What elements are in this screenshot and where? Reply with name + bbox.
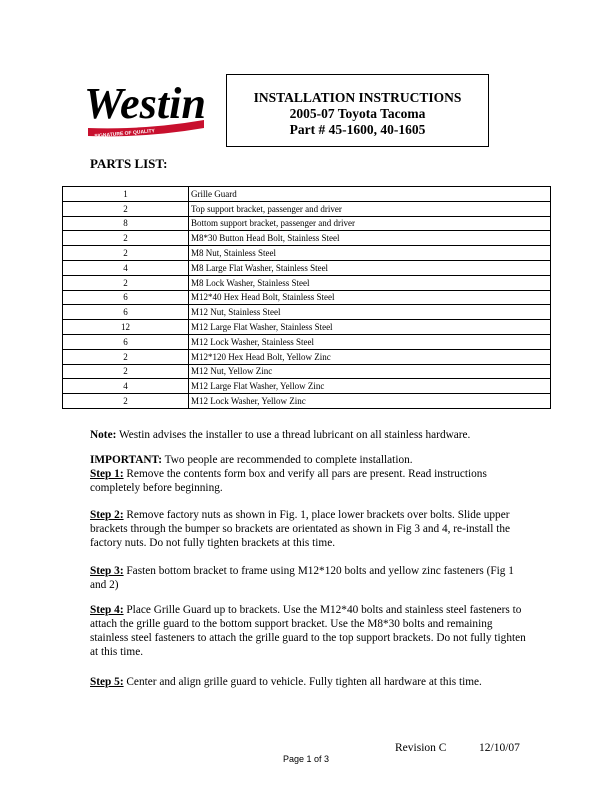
table-row: [63, 320, 551, 335]
page-number: Page 1 of 3: [282, 754, 330, 764]
part-description: M12 Nut, Yellow Zinc: [189, 364, 551, 379]
part-quantity: 6: [63, 290, 189, 305]
table-row: [63, 275, 551, 290]
part-quantity: 2: [63, 394, 189, 409]
table-row: [63, 246, 551, 261]
table-row: [63, 231, 551, 246]
table-row: [63, 379, 551, 394]
part-description: M12*120 Hex Head Bolt, Yellow Zinc: [189, 349, 551, 364]
part-description: Grille Guard: [189, 187, 551, 202]
part-description: M8 Large Flat Washer, Stainless Steel: [189, 260, 551, 275]
title-vehicle: 2005-07 Toyota Tacoma: [289, 106, 426, 121]
part-description: M8 Lock Washer, Stainless Steel: [189, 275, 551, 290]
westin-logo: [82, 70, 210, 142]
part-description: M12*40 Hex Head Bolt, Stainless Steel: [189, 290, 551, 305]
table-row: [63, 349, 551, 364]
part-description: M8 Nut, Stainless Steel: [189, 246, 551, 261]
step-5-text: Center and align grille guard to vehicle. Fully tighten all hardware at this time.: [123, 676, 482, 688]
part-quantity: 2: [63, 349, 189, 364]
step-3-label: Step 3:: [90, 565, 124, 577]
part-quantity: 6: [63, 305, 189, 320]
parts-table: [62, 186, 551, 409]
table-row: [63, 334, 551, 349]
part-description: M12 Large Flat Washer, Stainless Steel: [189, 320, 551, 335]
logo-tagline: SIGNATURE OF QUALITY: [94, 128, 156, 140]
table-row: [63, 187, 551, 202]
step-5-label: Step 5:: [90, 676, 124, 688]
important-paragraph: [90, 453, 530, 467]
revision: Revision C: [395, 742, 447, 754]
part-quantity: 8: [63, 216, 189, 231]
step-3: [90, 564, 530, 592]
step-1: [90, 467, 530, 495]
part-quantity: 6: [63, 334, 189, 349]
part-quantity: 2: [63, 364, 189, 379]
step-1-label: Step 1:: [90, 468, 124, 480]
important-text: Two people are recommended to complete installation.: [161, 454, 413, 466]
part-quantity: 4: [63, 260, 189, 275]
part-quantity: 2: [63, 275, 189, 290]
table-row: [63, 201, 551, 216]
part-quantity: 12: [63, 320, 189, 335]
note-paragraph: [90, 428, 530, 442]
part-description: Bottom support bracket, passenger and driver: [189, 216, 551, 231]
step-5: [90, 675, 530, 689]
part-description: M12 Lock Washer, Stainless Steel: [189, 334, 551, 349]
step-4-text: Place Grille Guard up to brackets. Use the M12*40 bolts and stainless steel fasteners to attach the grille guard to the bottom support bracket. Use the M8*30 bolts and remaining stainless steel fasteners to attach the grille guard to the top support brackets. Do not fully tighten at this time.: [90, 604, 526, 658]
part-quantity: 2: [63, 246, 189, 261]
title-part-number: Part # 45-1600, 40-1605: [289, 122, 426, 137]
parts-list-heading: PARTS LIST:: [90, 156, 168, 171]
step-1-text: Remove the contents form box and verify all pars are present. Read instructions completely before beginning.: [90, 468, 487, 494]
part-quantity: 4: [63, 379, 189, 394]
title-box: [226, 74, 489, 147]
step-3-text: Fasten bottom bracket to frame using M12*120 bolts and yellow zinc fasteners (Fig 1 and 2): [90, 565, 514, 591]
table-row: [63, 260, 551, 275]
step-2-text: Remove factory nuts as shown in Fig. 1, place lower brackets over bolts. Slide upper brackets through the bumper so brackets are orientated as shown in Fig 3 and 4, re-install the factory nuts. Do not fully tighten brackets at this time.: [90, 509, 511, 549]
note-text: Westin advises the installer to use a thread lubricant on all stainless hardware.: [116, 429, 471, 441]
logo-wordmark: Westin: [84, 79, 206, 128]
step-2-label: Step 2:: [90, 509, 124, 521]
step-2: [90, 508, 530, 550]
table-row: [63, 394, 551, 409]
table-row: [63, 290, 551, 305]
important-label: IMPORTANT:: [90, 454, 162, 466]
part-description: M12 Lock Washer, Yellow Zinc: [189, 394, 551, 409]
part-description: M12 Nut, Stainless Steel: [189, 305, 551, 320]
step-4: [90, 603, 530, 659]
table-row: [63, 364, 551, 379]
part-quantity: 2: [63, 231, 189, 246]
revision-date: 12/10/07: [479, 742, 520, 754]
note-label: Note:: [90, 429, 117, 441]
title-line-1: INSTALLATION INSTRUCTIONS: [253, 90, 462, 105]
part-quantity: 1: [63, 187, 189, 202]
part-quantity: 2: [63, 201, 189, 216]
part-description: M12 Large Flat Washer, Yellow Zinc: [189, 379, 551, 394]
table-row: [63, 305, 551, 320]
step-4-label: Step 4:: [90, 604, 124, 616]
table-row: [63, 216, 551, 231]
part-description: M8*30 Button Head Bolt, Stainless Steel: [189, 231, 551, 246]
part-description: Top support bracket, passenger and driver: [189, 201, 551, 216]
